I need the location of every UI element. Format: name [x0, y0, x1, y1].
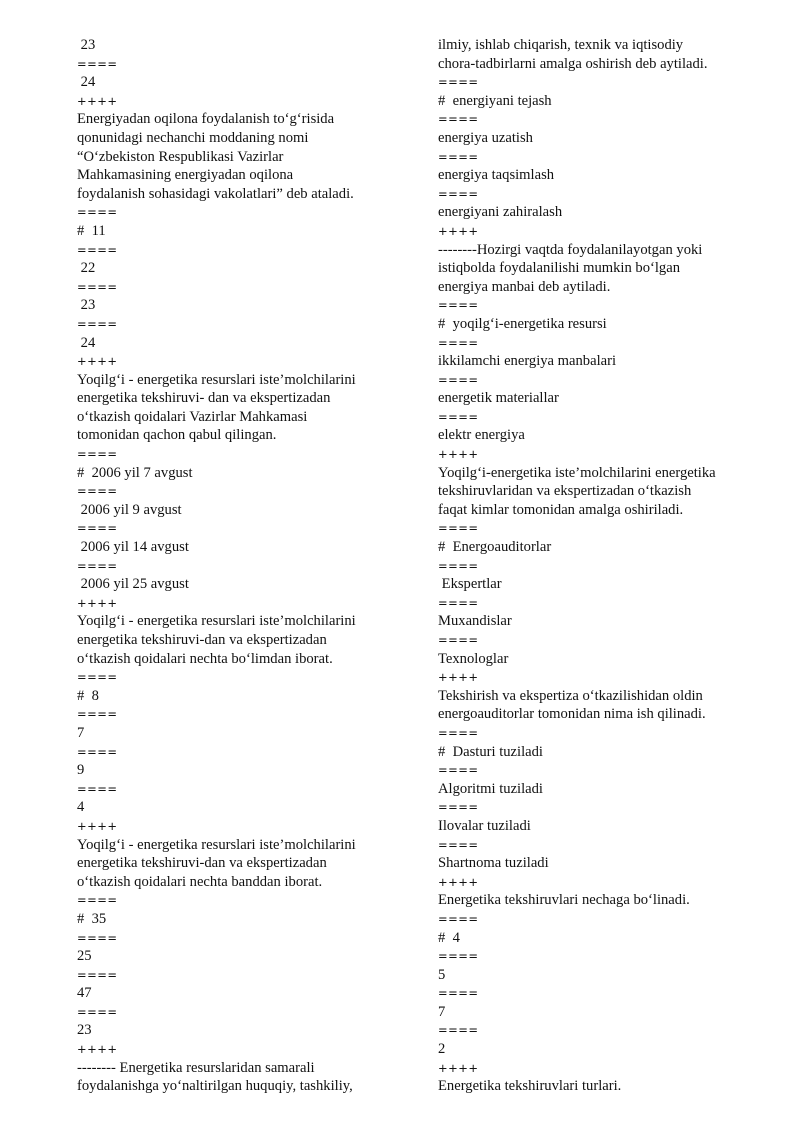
answer-separator: ====	[77, 316, 118, 331]
answer-separator: ====	[438, 409, 479, 424]
answer-separator: ====	[77, 242, 118, 257]
answer-separator: ====	[77, 781, 118, 796]
text-line: 2	[438, 1041, 446, 1058]
text-line: Yoqilg‘i-energetika iste’molchilarini energetika	[438, 464, 716, 481]
text-line: 23	[77, 1022, 92, 1039]
text-line: energetika tekshiruvi-dan va ekspertizadan	[77, 632, 327, 648]
text-line: Yoqilg‘i - energetika resurslari iste’molchilarini	[77, 371, 356, 388]
text-line: Ilovalar tuziladi	[438, 817, 531, 834]
answer-separator: ====	[438, 112, 479, 127]
text-line: faqat kimlar tomonidan amalga oshiriladi.	[438, 501, 684, 518]
text-line: o‘tkazish qoidalari nechta banddan iborat.	[77, 873, 323, 890]
text-line: 7	[77, 724, 85, 741]
answer-separator: ====	[438, 949, 479, 964]
text-line: o‘tkazish qoidalari Vazirlar Mahkamasi	[77, 408, 308, 425]
answer-separator: ====	[77, 744, 118, 759]
correct-answer-line: # 35	[77, 910, 107, 927]
question-separator: ++++	[77, 818, 118, 833]
answer-separator: ====	[438, 75, 479, 90]
text-line: ilmiy, ishlab chiqarish, texnik va iqtisodiy	[438, 37, 684, 53]
correct-answer-line: # 8	[77, 687, 99, 704]
text-line: 7	[438, 1003, 446, 1020]
question-separator: ++++	[438, 1060, 479, 1075]
text-line: Muxandislar	[438, 613, 512, 630]
text-line: 24	[77, 74, 96, 91]
text-line: energiya uzatish	[438, 129, 533, 146]
answer-separator: ====	[438, 521, 479, 536]
question-separator: ++++	[77, 354, 118, 369]
text-line: -------- Energetika resurslaridan samarali	[77, 1059, 315, 1076]
answer-separator: ====	[438, 298, 479, 313]
question-separator: ++++	[77, 93, 118, 108]
answer-separator: ====	[77, 670, 118, 685]
text-line: Algoritmi tuziladi	[438, 780, 543, 797]
answer-separator: ====	[77, 484, 118, 499]
answer-separator: ====	[438, 335, 479, 350]
text-line: energetika tekshiruvi-dan va ekspertizadan	[77, 855, 327, 872]
text-line: Energetika tekshiruvlari nechaga bo‘linadi.	[438, 892, 690, 909]
text-line: energoauditorlar tomonidan nima ish qilinadi.	[438, 706, 706, 723]
text-line: energetika tekshiruvi- dan va ekspertizadan	[77, 390, 331, 407]
correct-answer-line: # energiyani tejash	[438, 92, 552, 109]
correct-answer-line: # 2006 yil 7 avgust	[77, 464, 193, 481]
text-line: chora-tadbirlarni amalga oshirish deb aytiladi.	[438, 55, 708, 72]
text-line: 2006 yil 9 avgust	[77, 501, 182, 518]
text-line: 47	[77, 985, 92, 1002]
question-separator: ++++	[438, 447, 479, 462]
answer-separator: ====	[77, 56, 118, 71]
answer-separator: ====	[438, 186, 479, 201]
text-line: istiqbolda foydalanilishi mumkin bo‘lgan	[438, 260, 680, 277]
answer-separator: ====	[77, 205, 118, 220]
answer-separator: ====	[438, 149, 479, 164]
answer-separator: ====	[77, 967, 118, 982]
answer-separator: ====	[77, 930, 118, 945]
answer-separator: ====	[77, 1004, 118, 1019]
answer-separator: ====	[77, 558, 118, 573]
answer-separator: ====	[438, 633, 479, 647]
correct-answer-line: # yoqilg‘i-energetika resursi	[438, 315, 607, 332]
text-line: Shartnoma tuziladi	[438, 855, 549, 872]
text-line: tekshiruvlaridan va ekspertizadan o‘tkazish	[438, 483, 692, 500]
text-line: 2006 yil 14 avgust	[77, 539, 189, 556]
text-line: 23	[77, 37, 96, 53]
question-separator: ++++	[77, 1042, 118, 1057]
answer-separator: ====	[438, 837, 479, 852]
answer-separator: ====	[438, 763, 479, 778]
text-line: 25	[77, 948, 92, 965]
text-line: 24	[77, 334, 96, 351]
text-line: energiyani zahiralash	[438, 204, 563, 221]
question-separator: ++++	[438, 670, 479, 685]
question-separator: ++++	[438, 223, 479, 238]
text-line: “O‘zbekiston Respublikasi Vazirlar	[77, 148, 284, 165]
text-line: 2006 yil 25 avgust	[77, 576, 189, 593]
text-line: energiya taqsimlash	[438, 167, 555, 184]
text-line: Energetika tekshiruvlari turlari.	[438, 1078, 622, 1095]
answer-separator: ====	[438, 800, 479, 815]
text-line: foydalanish sohasidagi vakolatlari” deb ataladi.	[77, 185, 354, 202]
answer-separator: ====	[438, 986, 479, 1001]
text-line: Energiyadan oqilona foydalanish to‘g‘risida	[77, 111, 335, 128]
left-column	[77, 36, 417, 1096]
text-line: energiya manbai deb aytiladi.	[438, 278, 611, 295]
text-line: Texnologlar	[438, 650, 509, 667]
text-line: Ekspertlar	[438, 576, 502, 593]
text-line: --------Hozirgi vaqtda foydalanilayotgan yoki	[438, 241, 703, 258]
text-line: Yoqilg‘i - energetika resurslari iste’molchilarini	[77, 613, 356, 630]
answer-separator: ====	[438, 558, 479, 573]
text-line: 4	[77, 799, 85, 816]
answer-separator: ====	[438, 911, 479, 926]
correct-answer-line: # Energoauditorlar	[438, 539, 552, 556]
text-line: 5	[438, 966, 446, 983]
answer-separator: ====	[77, 707, 118, 722]
answer-separator: ====	[77, 893, 118, 908]
text-line: Mahkamasining energiyadan oqilona	[77, 167, 294, 184]
text-line: ikkilamchi energiya manbalari	[438, 353, 617, 370]
answer-separator: ====	[77, 521, 118, 536]
answer-separator: ====	[438, 595, 479, 610]
text-line: qonunidagi nechanchi moddaning nomi	[77, 129, 309, 146]
text-line: tomonidan qachon qabul qilingan.	[77, 427, 277, 444]
question-separator: ++++	[438, 874, 479, 889]
text-line: Tekshirish va ekspertiza o‘tkazilishidan oldin	[438, 687, 703, 704]
answer-separator: ====	[77, 279, 118, 294]
text-line: 22	[77, 260, 96, 277]
text-line: energetik materiallar	[438, 390, 559, 407]
answer-separator: ====	[77, 447, 118, 462]
correct-answer-line: # 4	[438, 929, 460, 946]
question-separator: ++++	[77, 595, 118, 610]
right-column	[438, 36, 768, 1096]
text-line: 23	[77, 297, 96, 314]
text-line: 9	[77, 762, 85, 779]
answer-separator: ====	[438, 1023, 479, 1038]
text-line: elektr energiya	[438, 427, 525, 444]
correct-answer-line: # Dasturi tuziladi	[438, 743, 543, 760]
correct-answer-line: # 11	[77, 222, 106, 239]
text-line: foydalanishga yo‘naltirilgan huquqiy, tashkiliy,	[77, 1078, 353, 1095]
text-line: Yoqilg‘i - energetika resurslari iste’molchilarini	[77, 836, 356, 853]
text-line: o‘tkazish qoidalari nechta bo‘limdan iborat.	[77, 650, 333, 667]
answer-separator: ====	[438, 725, 479, 740]
answer-separator: ====	[438, 372, 479, 387]
